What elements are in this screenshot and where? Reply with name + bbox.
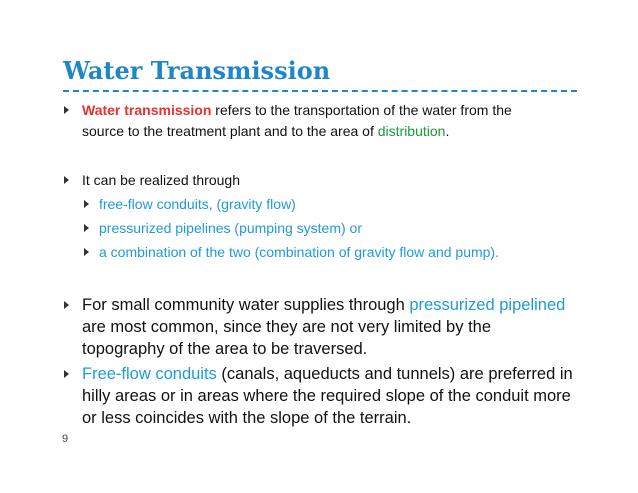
bullet-text: source to the treatment plant and to the area of	[82, 123, 378, 139]
bullet-arrow-icon	[64, 106, 69, 114]
sub-bullet-text: free-flow conduits, (gravity flow)	[99, 196, 296, 212]
sub-bullet-text: pressurized pipelines (pumping system) or	[99, 220, 362, 236]
bullet-arrow-icon	[64, 176, 69, 184]
bullet-line	[82, 294, 565, 316]
slide-title: Water Transmission	[63, 56, 331, 85]
bullet-line	[82, 363, 573, 385]
highlighted-term: Water transmission	[82, 102, 212, 118]
bullet-arrow-icon	[64, 301, 69, 309]
highlighted-term: distribution	[377, 123, 446, 139]
title-underline	[63, 90, 577, 92]
bullet-text: or less coincides with the slope of the terrain.	[82, 409, 412, 427]
bullet-text: .	[445, 123, 450, 139]
bullet-line	[82, 100, 512, 120]
highlighted-term: pressurized pipelined	[409, 296, 566, 314]
page-number: 9	[62, 433, 69, 445]
bullet-text: hilly areas or in areas where the required slope of the conduit more	[82, 387, 571, 405]
bullet-text: It can be realized through	[82, 172, 240, 188]
highlighted-term: Free-flow conduits	[82, 365, 217, 383]
bullet-text: are most common, since they are not very limited by the	[82, 318, 492, 336]
bullet-arrow-icon	[64, 370, 69, 378]
bullet-text: (canals, aqueducts and tunnels) are preferred in	[216, 365, 573, 383]
bullet-text: For small community water supplies through	[82, 296, 410, 314]
sub-bullet-arrow-icon	[84, 200, 89, 208]
bullet-text: refers to the transportation of the water from the	[211, 102, 512, 118]
sub-bullet-arrow-icon	[84, 248, 89, 256]
sub-bullet-arrow-icon	[84, 224, 89, 232]
bullet-line	[82, 121, 449, 141]
sub-bullet-text: a combination of the two (combination of gravity flow and pump).	[99, 244, 499, 260]
bullet-text: topography of the area to be traversed.	[82, 340, 368, 358]
